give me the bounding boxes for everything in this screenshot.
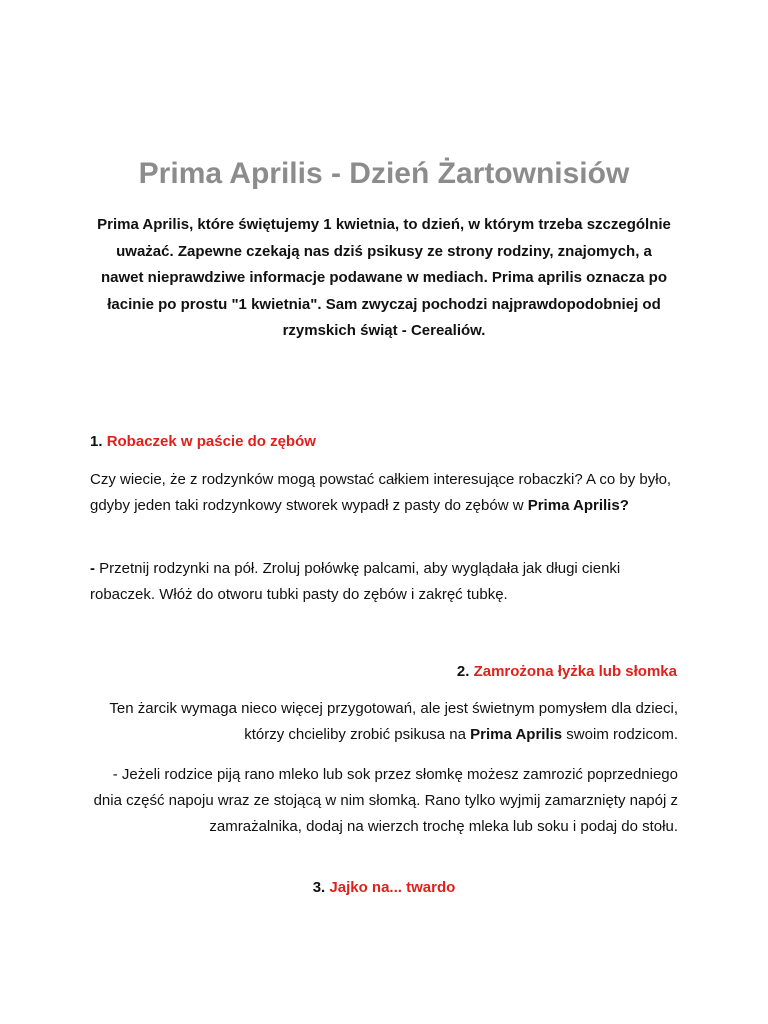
section-2-paragraph-1-bold: Prima Aprilis [470,726,563,743]
section-2-number: 2. [456,663,470,680]
section-1-paragraph-2 [90,556,680,608]
section-1-number: 1. [90,433,103,450]
section-3-title: Jajko na... twardo [329,879,456,896]
intro-paragraph: Prima Aprilis, które świętujemy 1 kwietnia, to dzień, w którym trzeba szczególnie uważać. Zapewne czekają nas dziś psikusy ze strony rodziny, znajomych, a nawet nieprawdziwe informacje podawane w mediach. Prima aprilis oznacza po łacinie po prostu "1 kwietnia". Sam zwyczaj pochodzi najprawdopodobniej od rzymskich świąt - Cerealiów. [97,216,671,339]
section-2-paragraph-1-text: Ten żarcik wymaga nieco więcej przygotowań, ale jest świetnym pomysłem dla dzieci, którzy chcieliby zrobić psikusa na [109,700,678,743]
section-1-heading [90,429,316,455]
section-1-paragraph-1-bold: Prima Aprilis [527,497,620,514]
section-1-paragraph-2-dash: - [90,560,100,577]
section-1-title: Robaczek w paście do zębów [106,433,316,450]
section-3-heading [0,875,768,901]
section-1-paragraph-1-end: ? [619,497,629,514]
section-2-paragraph-2: - Jeżeli rodzice piją rano mleko lub sok przez słomkę możesz zamrozić poprzedniego dnia część napoju wraz ze stojącą w nim słomką. Rano tylko wyjmij zamarznięty napój z zamrażalnika, dodaj na wierzch trochę mleka lub soku i podaj do stołu. [93,766,678,835]
section-1-paragraph-1 [90,467,680,519]
section-2-paragraph-1-end: swoim rodzicom. [562,726,678,743]
section-2-title: Zamrożona łyżka lub słomka [473,663,677,680]
section-3-number: 3. [312,879,326,896]
section-1-paragraph-1-text: Czy wiecie, że z rodzynków mogą powstać całkiem interesujące robaczki? A co by było, gdyby jeden taki rodzynkowy stworek wypadł z pasty do zębów w [90,471,672,514]
page-title: Prima Aprilis - Dzień Żartownisiów [138,157,630,190]
section-2-heading [457,659,677,685]
section-2-paragraph-1 [90,696,678,748]
section-1-paragraph-2-text: Przetnij rodzynki na pół. Zroluj połówkę palcami, aby wyglądała jak długi cienki robaczek. Włóż do otworu tubki pasty do zębów i zakręć tubkę. [90,560,621,603]
